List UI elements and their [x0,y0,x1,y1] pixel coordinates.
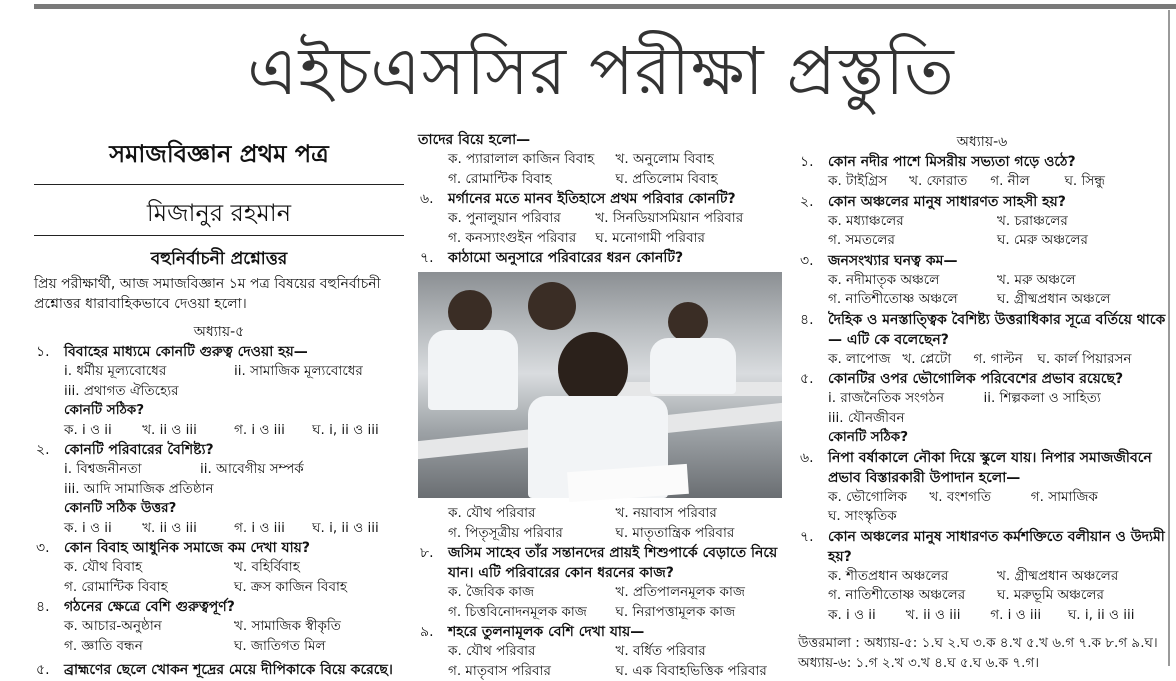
option: ঘ. মাতৃতান্ত্রিক পরিবার [616,524,735,544]
question [418,543,783,583]
option: গ. জ্ঞাতি বন্ধন [64,637,234,657]
chapter-heading: অধ্যায়-৬ [798,132,1166,152]
option: i. ধর্মীয় মূল্যবোধের [64,362,234,382]
option: ক. যৌথ বিবাহ [64,558,234,578]
question [798,310,1166,350]
options [34,460,404,538]
question-text: কোনটির ওপর ভৌগোলিক পরিবেশের প্রভাব রয়েছে? [828,369,1166,389]
option: খ. নয়াবাস পরিবার [616,504,717,524]
option: গ. নাতিশীতোষ্ণ অঞ্চলের [828,586,997,606]
option: গ. গাল্টন [973,350,1037,370]
option: ঘ. সিন্ধু [1065,172,1105,192]
option: খ. ii ও iii [142,421,234,441]
option: খ. ফোরাত [909,172,990,192]
option: ক. প্যারালাল কাজিন বিবাহ [448,150,616,170]
options [34,362,404,440]
question-text: গঠনের ক্ষেত্রে বেশি গুরুত্বপূর্ণ? [64,597,404,617]
option: ক. যৌথ পরিবার [448,642,616,662]
option: ক. শীতপ্রধান অঞ্চলের [828,567,997,587]
question-number: ৫. [34,660,64,680]
option: ক. যৌথ পরিবার [448,504,616,524]
option: ঘ. এক বিবাহভিত্তিক পরিবার [616,662,767,681]
divider [34,235,404,236]
column-1 [34,130,404,680]
option: খ. অনুলোম বিবাহ [616,150,714,170]
question-number: ১. [798,152,828,172]
author-name: মিজানুর রহমান [34,195,404,225]
question [798,152,1166,172]
option: ক. আচার-অনুষ্ঠান [64,617,234,637]
option: ক. টাইগ্রিস [828,172,909,192]
subject-title: সমাজবিজ্ঞান প্রথম পত্র [34,136,404,174]
option: গ. i ও iii [234,421,312,441]
question-text: কোন অঞ্চলের মানুষ সাধারণত সাহসী হয়? [828,192,1166,212]
options [798,488,1166,527]
option: খ. বর্ধিত পরিবার [616,642,706,662]
option: ঘ. i, ii ও iii [312,421,379,441]
options [418,504,783,543]
option: ঘ. i, ii ও iii [312,519,379,539]
question [798,448,1166,488]
option: ক. নদীমাতৃক অঞ্চলে [828,271,997,291]
question [34,342,404,362]
options [34,617,404,656]
question [34,660,404,680]
option: খ. মরু অঞ্চলে [997,271,1076,291]
option: ক. i ও ii [64,421,142,441]
option: খ. সিনডিয়াসমিয়ান পরিবার [595,209,743,229]
option: গ. i ও iii [990,606,1068,626]
question-text: জনসংখ্যার ঘনত্ব কম— [828,251,1166,271]
question-number: ১. [34,342,64,362]
question-text: ব্রাহ্মণের ছেলে খোকন শূদ্রের মেয়ে দীপিকাকে বিয়ে করেছে। [64,660,404,680]
question-text: দৈহিক ও মনস্তাত্ত্বিক বৈশিষ্ট্য উত্তরাধিকার সূত্রে বর্তিয়ে থাকে— এটি কে বলেছেন? [828,310,1166,350]
option: খ. সামাজিক স্বীকৃতি [234,617,341,637]
option: ঘ. মরুভূমি অঞ্চলের [997,586,1104,606]
which-correct: কোনটি সঠিক? [828,428,1166,448]
option: গ. রোমান্টিক বিবাহ [448,170,616,190]
options [798,350,1166,370]
question-number: ২. [798,192,828,212]
question-text: নিপা বর্ষাকালে নৌকা দিয়ে স্কুলে যায়। নিপার সমাজজীবনে প্রভাব বিস্তারকারী উপাদান হলো— [828,448,1166,488]
option: i. রাজনৈতিক সংগঠন [828,389,983,409]
question [418,622,783,642]
option: ঘ. গ্রীষ্মপ্রধান অঞ্চলে [997,290,1110,310]
question [798,527,1166,567]
which-correct: কোনটি সঠিক উত্তর? [64,499,404,519]
divider [34,184,404,185]
options [418,583,783,622]
question-number: ৩. [798,251,828,271]
option: ii. সামাজিক মূল্যবোধের [234,362,363,382]
options [418,150,783,189]
question [34,440,404,460]
options [34,558,404,597]
intro-text: প্রিয় পরীক্ষার্থী, আজ সমাজবিজ্ঞান ১ম পত্র বিষয়ের বহুনির্বাচনী প্রশ্নোত্তর ধারাবাহিকভাবে দেওয়া হলো। [34,274,404,314]
question-text: কোনটি পরিবারের বৈশিষ্ট্য? [64,440,404,460]
option: ঘ. নিরাপত্তামূলক কাজ [616,603,736,623]
option: গ. পিতৃসূত্রীয় পরিবার [448,524,616,544]
option: ঘ. মেরু অঞ্চলের [997,231,1088,251]
options [798,212,1166,251]
option: ক. মধ্যাঞ্চলের [828,212,997,232]
option: খ. ii ও iii [906,606,991,626]
option: iii. যৌনজীবন [828,409,1166,429]
question [418,248,783,268]
option: গ. চিত্তবিনোদনমূলক কাজ [448,603,616,623]
option: খ. ii ও iii [142,519,234,539]
options [418,642,783,681]
option: i. বিশ্বজনীনতা [64,460,200,480]
question-number: ৭. [418,248,448,268]
column-rule [1168,10,1170,666]
question [34,597,404,617]
option: গ. নাতিশীতোষ্ণ অঞ্চলে [828,290,997,310]
option: খ. গ্রীষ্মপ্রধান অঞ্চলের [997,567,1118,587]
question-text: শহরে তুলনামূলক বেশি দেখা যায়— [448,622,783,642]
question-number: ৭. [798,527,828,567]
options [798,172,1166,192]
question [34,538,404,558]
question-text: কোন বিবাহ আধুনিক সমাজে কম দেখা যায়? [64,538,404,558]
options [798,389,1166,448]
option: গ. নীল [990,172,1064,192]
question-number: ৩. [34,538,64,558]
question-text: মর্গানের মতে মানব ইতিহাসে প্রথম পরিবার কোনটি? [448,189,783,209]
question [798,192,1166,212]
option: ঘ. সাংস্কৃতিক [828,507,1166,527]
option: ক. i ও ii [64,519,142,539]
option: গ. কনস্যাংগুইন পরিবার [448,229,595,249]
chapter-heading: অধ্যায়-৫ [34,322,404,342]
question-number: ৪. [34,597,64,617]
question-continued [418,130,783,150]
option: iii. আদি সামাজিক প্রতিষ্ঠান [64,480,404,500]
option: গ. i ও iii [234,519,312,539]
question [798,369,1166,389]
option: খ. প্লেটো [902,350,973,370]
option: ঘ. প্রতিলোম বিবাহ [616,170,718,190]
question [418,189,783,209]
option: ii. শিল্পকলা ও সাহিত্য [983,389,1100,409]
option: ক. লাপোজ [828,350,902,370]
option: খ. প্রতিপালনমূলক কাজ [616,583,745,603]
options [798,271,1166,310]
option: iii. প্রথাগত ঐতিহ্যের [64,382,404,402]
option: ক. i ও ii [828,606,906,626]
option: খ. বহির্বিবাহ [234,558,300,578]
option: ঘ. i, ii ও iii [1068,606,1135,626]
question-text: তাদের বিয়ে হলো— [418,130,783,150]
options [798,567,1166,626]
answer-key: উত্তরমালা : অধ্যায়-৫: ১.ঘ ২.ঘ ৩.ক ৪.খ ৫.খ ৬.গ ৭.ক ৮.গ ৯.ঘ। অধ্যায়-৬: ১.গ ২.খ ৩.খ ৪.ঘ ৫.ঘ ৬.ক ৭.গ। [798,633,1166,673]
option: খ. বংশগতি [929,488,1030,508]
which-correct: কোনটি সঠিক? [64,401,404,421]
students-exam-photo [418,272,782,498]
option: খ. চরাঞ্চলের [997,212,1068,232]
option: ঘ. ক্রস কাজিন বিবাহ [234,578,347,598]
option: গ. সমতলের [828,231,997,251]
option: ক. পুনালুয়ান পরিবার [448,209,595,229]
question-number: ৮. [418,543,448,583]
top-rule [34,4,1176,9]
option: ii. আবেগীয় সম্পর্ক [200,460,304,480]
option: গ. সামাজিক [1031,488,1098,508]
question-number: ২. [34,440,64,460]
question-number: ৬. [418,189,448,209]
option: ক. জৈবিক কাজ [448,583,616,603]
question-text: কোন নদীর পাশে মিসরীয় সভ্যতা গড়ে ওঠে? [828,152,1166,172]
option: গ. মাতৃবাস পরিবার [448,662,616,681]
question-text: কোন অঞ্চলের মানুষ সাধারণত কর্মশক্তিতে বলীয়ান ও উদ্যমী হয়? [828,527,1166,567]
page-headline: এইচএসসির পরীক্ষা প্রস্তুতি [34,22,1168,122]
option: গ. রোমান্টিক বিবাহ [64,578,234,598]
option: ঘ. জাতিগত মিল [234,637,326,657]
question-number: ৪. [798,310,828,350]
option: ঘ. মনোগামী পরিবার [595,229,705,249]
question [798,251,1166,271]
options [418,209,783,248]
option: ঘ. কার্ল পিয়ারসন [1038,350,1132,370]
question-number: ৫. [798,369,828,389]
column-2 [418,130,783,681]
question-number: ৯. [418,622,448,642]
column-3 [798,130,1166,673]
question-number: ৬. [798,448,828,488]
question-text: জসিম সাহেব তাঁর সন্তানদের প্রায়ই শিশুপার্কে বেড়াতে নিয়ে যান। এটি পরিবারের কোন ধরনের কাজ? [448,543,783,583]
question-text: বিবাহের মাধ্যমে কোনটি গুরুত্ব দেওয়া হয়— [64,342,404,362]
option: ক. ভৌগোলিক [828,488,929,508]
mcq-heading: বহুনির্বাচনী প্রশ্নোত্তর [34,246,404,274]
question-text: কাঠামো অনুসারে পরিবারের ধরন কোনটি? [448,248,783,268]
